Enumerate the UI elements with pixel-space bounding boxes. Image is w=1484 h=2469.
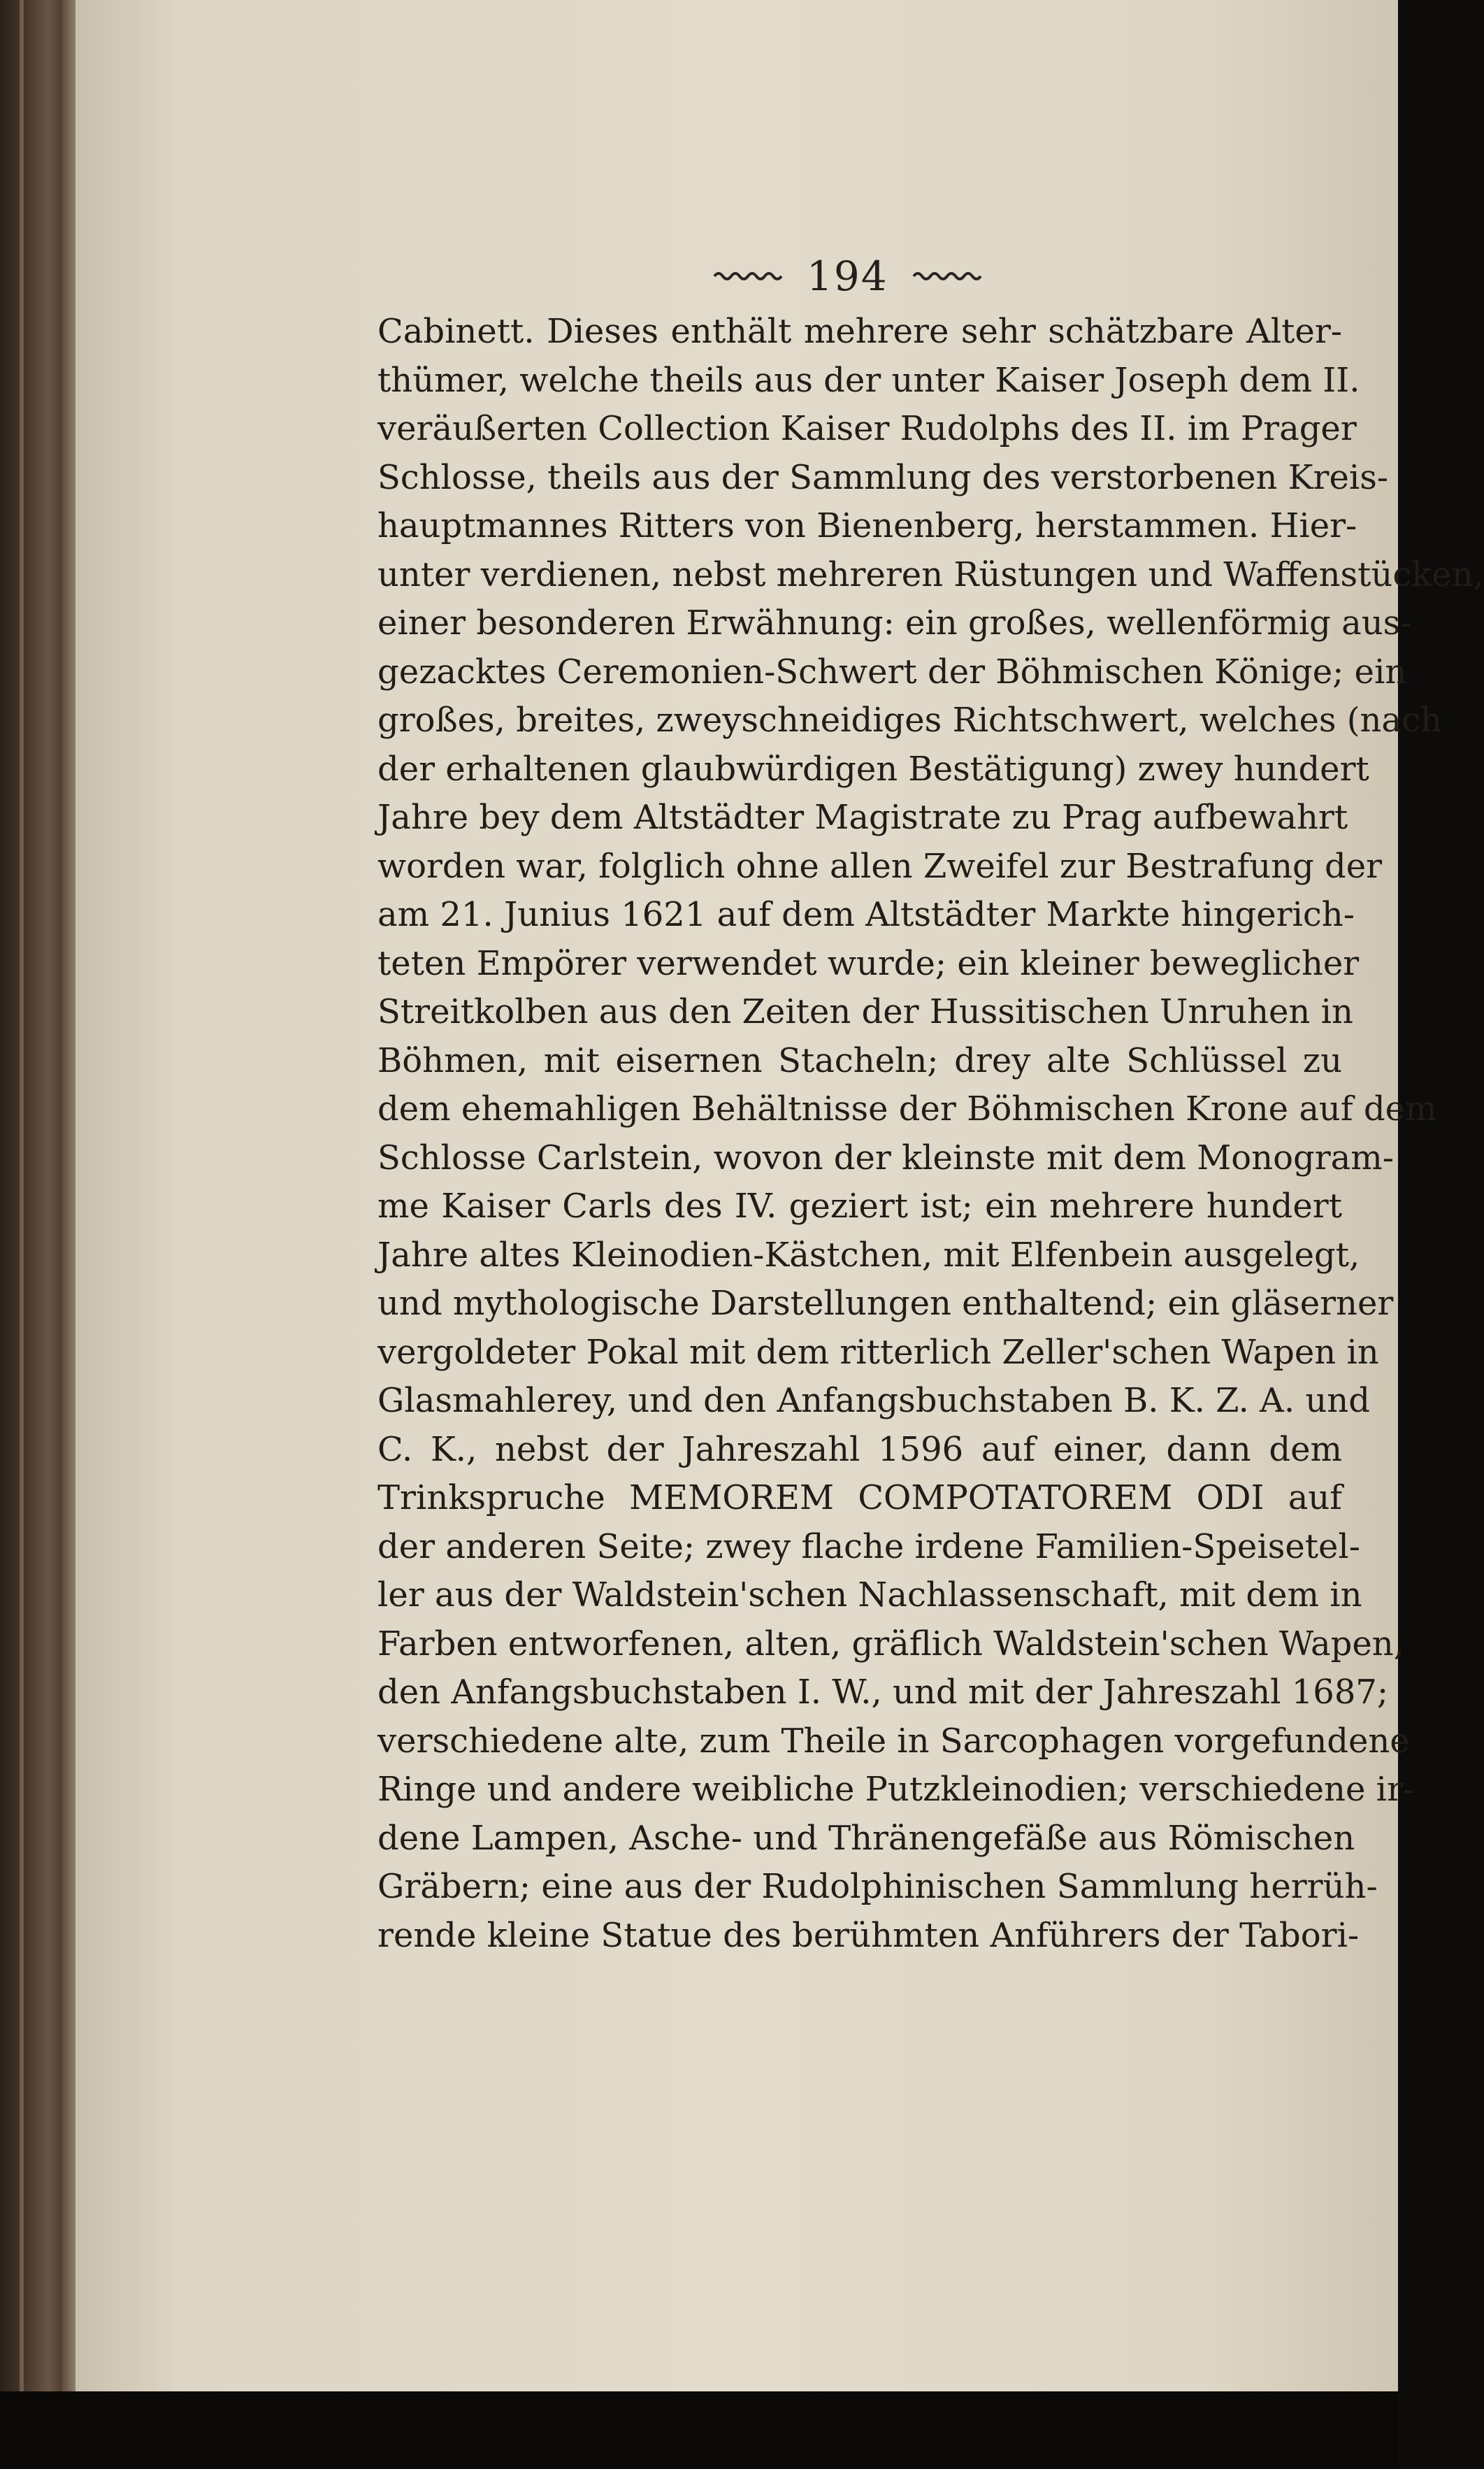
text-line: Schlosse, theils aus der Sammlung des verstorbenen Kreis- (377, 457, 1389, 497)
dark-background (0, 2391, 1398, 2469)
text-line: Trinkspruche MEMOREM COMPOTATOREM ODI auf (377, 1478, 1342, 1517)
text-line: Gräbern; eine aus der Rudolphinischen Sammlung herrüh- (377, 1867, 1378, 1906)
text-line: rende kleine Statue des berühmten Anführers der Tabori- (377, 1915, 1360, 1955)
text-line: thümer, welche theils aus der unter Kaiser Joseph dem II. (377, 360, 1360, 400)
text-line: me Kaiser Carls des IV. geziert ist; ein mehrere hundert (377, 1187, 1342, 1226)
text-line: Farben entworfenen, alten, gräflich Waldstein'schen Wapen, (377, 1624, 1404, 1663)
text-line: worden war, folglich ohne allen Zweifel zur Bestrafung der (377, 846, 1383, 886)
text-line: am 21. Junius 1621 auf dem Altstädter Markte hingerich- (377, 895, 1355, 934)
page-number: 194 (807, 252, 888, 300)
text-line: C. K., nebst der Jahreszahl 1596 auf einer, dann dem (377, 1429, 1342, 1469)
text-line: Glasmahlerey, und den Anfangsbuchstaben B. K. Z. A. und (377, 1381, 1370, 1420)
text-line: dene Lampen, Asche- und Thränengefäße aus Römischen (377, 1818, 1355, 1858)
text-line: den Anfangsbuchstaben I. W., und mit der Jahreszahl 1687; (377, 1673, 1389, 1712)
text-line: Jahre altes Kleinodien-Kästchen, mit Elfenbein ausgelegt, (377, 1235, 1360, 1275)
text-line: vergoldeter Pokal mit dem ritterlich Zeller'schen Wapen in (377, 1332, 1379, 1372)
text-line: unter verdienen, nebst mehreren Rüstungen und Waffenstücken, (377, 554, 1484, 594)
text-line: einer besonderen Erwähnung: ein großes, wellenförmig aus- (377, 603, 1412, 643)
text-line: teten Empörer verwendet wurde; ein kleiner beweglicher (377, 943, 1360, 983)
text-line: veräußerten Collection Kaiser Rudolphs des II. im Prager (377, 409, 1357, 448)
text-line: Ringe und andere weibliche Putzkleinodien; verschiedene ir- (377, 1770, 1415, 1809)
text-line: Cabinett. Dieses enthält mehrere sehr schätzbare Alter- (377, 312, 1342, 351)
body-text (377, 308, 1484, 1960)
text-line: Jahre bey dem Altstädter Magistrate zu Prag aufbewahrt (377, 798, 1348, 837)
ornament-right-icon (912, 269, 982, 284)
text-line: der anderen Seite; zwey flache irdene Familien-Speisetel- (377, 1526, 1360, 1566)
text-line: und mythologische Darstellungen enthaltend; ein gläserner (377, 1284, 1394, 1323)
text-line: dem ehemahligen Behältnisse der Böhmischen Krone auf dem (377, 1089, 1437, 1129)
text-line: hauptmannes Ritters von Bienenberg, herstammen. Hier- (377, 506, 1357, 545)
text-line: verschiedene alte, zum Theile in Sarcophagen vorgefundene (377, 1721, 1410, 1761)
text-line: gezacktes Ceremonien-Schwert der Böhmischen Könige; ein (377, 652, 1407, 692)
text-line: der erhaltenen glaubwürdigen Bestätigung) zwey hundert (377, 749, 1369, 789)
text-line: Streitkolben aus den Zeiten der Hussitischen Unruhen in (377, 992, 1353, 1031)
text-line: ler aus der Waldstein'schen Nachlassenschaft, mit dem in (377, 1575, 1362, 1615)
page-header (713, 248, 1062, 304)
ornament-left-icon (713, 269, 783, 284)
text-line: großes, breites, zweyschneidiges Richtschwert, welches (nach (377, 701, 1442, 740)
text-line: Schlosse Carlstein, wovon der kleinste mit dem Monogram- (377, 1138, 1395, 1178)
book-cover-edge (0, 0, 70, 2469)
cover-highlight (20, 0, 24, 2469)
text-line: Böhmen, mit eisernen Stacheln; drey alte Schlüssel zu (377, 1040, 1342, 1080)
